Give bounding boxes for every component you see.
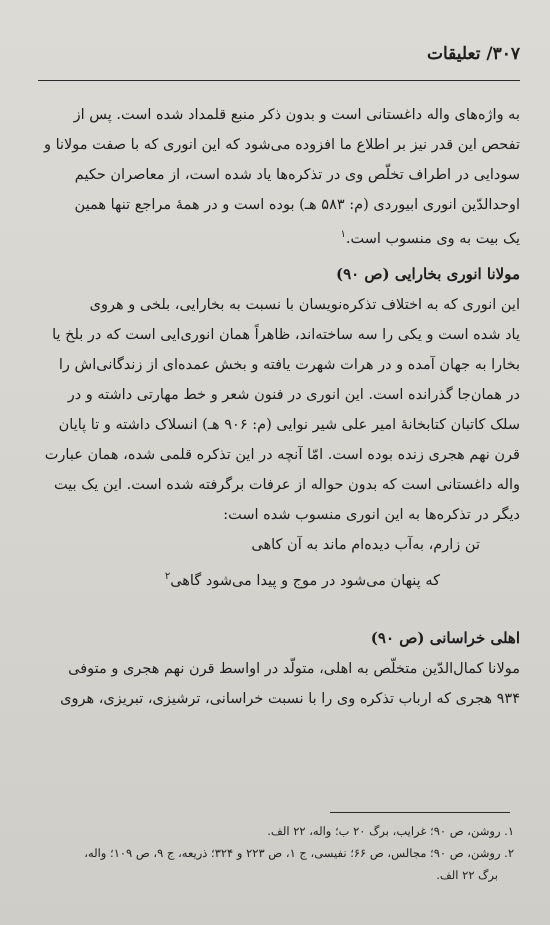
section-anvari [38, 258, 520, 592]
footnote-rule [330, 812, 510, 813]
paragraph-continuation [38, 100, 520, 250]
text-line-content: یک بیت به وی منسوب است. [345, 230, 520, 247]
verse-line [38, 561, 520, 592]
poem-verse [38, 530, 520, 592]
running-header [36, 44, 520, 74]
header-rule [38, 80, 520, 81]
text-line: بخارا به جهان آمده و در هرات شهرت یافته و بخش عمده‌ای از زندگانی‌اش را [58, 357, 520, 373]
text-line: واله داغستانی است که بدون حواله از عرفات برگرفته شده است. این یک بیت [54, 477, 520, 493]
text-line: تفحص این قدر نیز بر اطلاع ما افزوده می‌شود که این انوری که با صفت مولانا و [43, 137, 520, 153]
text-line: قرن نهم هجری زنده بوده است. امّا آنچه در این تذکره قلمی شده، همان عبارت [44, 447, 520, 463]
text-line [38, 220, 520, 250]
verse-line: تن زارم، به‌آب دیده‌ام ماند به آن کاهی [251, 537, 480, 553]
text-line: این انوری که به اختلاف تذکره‌نویسان با نسبت به بخارایی، بلخی و هروی [89, 297, 520, 313]
page-number-and-title: ۳۰۷/ تعلیقات [426, 44, 520, 64]
section-paragraph [38, 290, 520, 530]
footnotes [40, 820, 514, 886]
section-paragraph [38, 654, 520, 714]
main-content [38, 100, 520, 714]
spacer [38, 592, 520, 622]
verse-line-content: که پنهان می‌شود در موج و پیدا می‌شود گاهی [170, 572, 440, 589]
footnote-ref: ۲ [164, 571, 171, 582]
spacer [38, 250, 520, 258]
text-line: سودایی در اطراف تخلّص وی در تذکره‌ها یاد شده است، از معاصران حکیم [74, 167, 520, 183]
text-line: اوحدالدّین انوری ابیوردی (م: ۵۸۳ هـ) بوده است و در همهٔ مراجع تنها همین [74, 197, 520, 213]
text-line: به واژه‌های واله داغستانی است و بدون ذکر منبع قلمداد شده است. پس از [73, 107, 520, 123]
section-heading: اهلی خراسانی (ص ۹۰) [370, 629, 520, 647]
footnote-ref: ۱ [340, 229, 346, 240]
footnote: ۱. روشن، ص ۹۰؛ غرایب، برگ ۲۰ ب؛ واله، ۲۲ الف. [267, 824, 514, 838]
footnote-continuation: برگ ۲۲ الف. [436, 868, 498, 882]
text-line: در همان‌جا گذرانده است. این انوری در فنون شعر و خط مهارتی داشته و در [67, 387, 520, 403]
text-line: یاد شده است و یکی را سه ساخته‌اند، ظاهراً همان انوری‌ایی است که در بلخ یا [52, 327, 520, 343]
text-line: دیگر در تذکره‌ها به این انوری منسوب شده است: [223, 507, 520, 523]
text-line: سلک کاتبان کتابخانهٔ امیر علی شیر نوایی (م: ۹۰۶ هـ) انسلاک داشته و تا پایان [58, 417, 520, 433]
text-line: ۹۳۴ هجری که ارباب تذکره وی را با نسبت خراسانی، ترشیزی، تبریزی، هروی [60, 691, 520, 707]
section-heading: مولانا انوری بخارایی (ص ۹۰) [335, 265, 520, 283]
footnote: ۲. روشن، ص ۹۰؛ مجالس، ص ۶۶؛ نفیسی، ج ۱، ص ۲۲۳ و ۳۲۴؛ ذریعه، ج ۹، ص ۱۰۹؛ واله، [84, 846, 514, 860]
section-ahli [38, 622, 520, 714]
text-line: مولانا کمال‌الدّین متخلّص به اهلی، متولّد در اواسط قرن نهم هجری و متوفی [68, 661, 520, 677]
